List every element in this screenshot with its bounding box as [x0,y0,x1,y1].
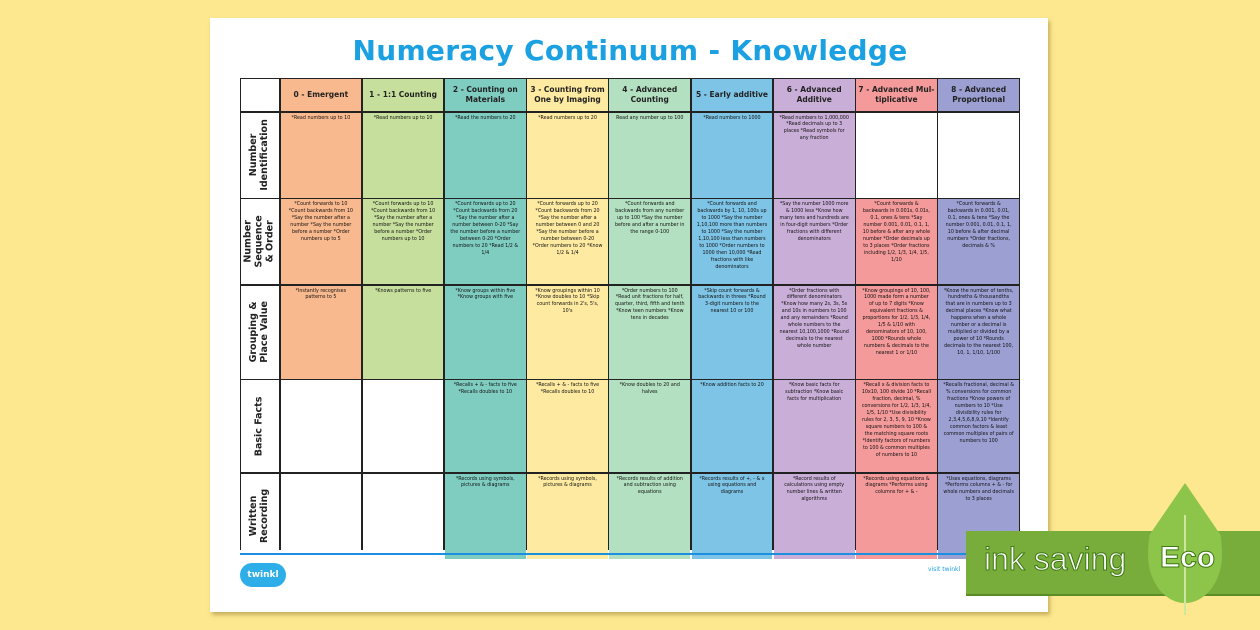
table-cell: *Know groupings of 10, 100, 1000 made form a number of up to 7 digits *Know equivalent fractions & proportions for 1/2, 1/3, 1/4, 1/5 & 1/10 with denominators of 10, 100, 1000 *Rounds whole numbers & decimals to the nearest 1 or 1/10 [856,286,937,379]
stage-header: 5 - Early additive [692,79,773,111]
table-cell: *Know groupings within 10 *Know doubles to 10 *Skip count forwards in 2's, 5's, 10's [527,286,608,379]
visit-link[interactable]: visit twinkl [928,566,961,573]
table-cell: *Read numbers up to 10 [363,113,444,198]
row-label-text: Number Sequence & Order [242,215,276,268]
empty-cell [856,113,937,198]
table-cell: *Record results of calculations using empty number lines & written algorithms [774,474,855,559]
table-cell: *Recalls + & - facts to five *Recalls doubles to 10 [445,380,526,472]
table-cell: *Count forwards and backwards from any number up to 100 *Say the number before and after a number in the range 0-100 [609,199,690,284]
twinkl-logo: twinkl [240,563,286,587]
table-cell: *Records using symbols, pictures & diagrams [445,474,526,559]
table-cell: *Count forwards and backwards by 1, 10, 100s up to 1000 *Say the number 1,10,100 more than numbers to 1000 *Say the number 1,10,100 less than numbers to 1000 *Order numbers to 1000 then 10,000 *Read fractions with like denominators [692,199,773,284]
empty-cell [363,474,444,559]
table-cell: *Know addition facts to 20 [692,380,773,472]
table-cell: Read any number up to 100 [609,113,690,198]
ink-saving-label: ink saving [984,541,1127,577]
table-cell: *Know doubles to 20 and halves [609,380,690,472]
table-cell: *Records results of addition and subtraction using equations [609,474,690,559]
stage-header: 3 - Counting from One by Imaging [527,79,608,111]
continuum-table [240,78,1020,550]
row-label-text: Written Recording [248,488,271,544]
table-cell: *Records using equations & diagrams *Performs using columns for + & - [856,474,937,559]
table-cell: *Records results of +, - & x using equations and diagrams [692,474,773,559]
stage-header: 8 - Advanced Proportional [938,79,1019,111]
table-cell: *Count forwards up to 20 *Count backwards from 20 *Say the number after a number between 0 and 20 *Say the number before a number between 0-20 *Order numbers to 20 *Know 1/2 & 1/4 [527,199,608,284]
row-label [241,286,279,379]
table-cell: *Count forwards up to 10 *Count backwards from 10 *Say the number after a number *Say the number before a number *Order numbers up to 10 [363,199,444,284]
table-cell: *Records using symbols, pictures & diagrams [527,474,608,559]
table-cell: *Read numbers up to 20 [527,113,608,198]
table-cell: *Read numbers to 1000 [692,113,773,198]
footer-rule [240,553,1020,555]
row-label-text: Basic Facts [253,396,265,456]
stage-header: 4 - Advanced Counting [609,79,690,111]
table-cell: *Recall x & division facts to 10x10, 100 divide 10 *Recall fraction, decimal, % conversions for 1/2, 1/3, 1/4, 1/5, 1/10 *Use divisibility rules for 2, 3, 5, 9, 10 *Know square numbers to 100 & the matching square roots *Identify factors of numbers to 100 & common multiples of numbers to 10 [856,380,937,472]
table-cell: *Recalls fractional, decimal & % conversions for common fractions *Know powers of numbers to 10 *Use divisibility rules for 2,3,4,5,6,8,9,10 *Identify common factors & least common multiples of pairs of numbers to 100 [938,380,1019,472]
eco-label: Eco [1160,541,1216,574]
table-cell: *Know groups within five *Know groups with five [445,286,526,379]
stage-header: 1 - 1:1 Counting [363,79,444,111]
table-cell: *Count forwards to 10 *Count backwards from 10 *Say the number after a number *Say the number before a number *Order numbers up to 5 [281,199,362,284]
empty-cell [281,474,362,559]
row-label [241,380,279,472]
row-label-text: Number Identification [248,119,271,191]
empty-cell [938,113,1019,198]
table-cell: *Count forwards up to 20 *Count backwards from 20 *Say the number after a number between 0-20 *Say the number before a number between 0-20 *Order numbers to 20 *Read 1/2 & 1/4 [445,199,526,284]
stage-header: 0 - Emergent [281,79,362,111]
row-label [241,199,279,284]
table-cell: *Order fractions with different denominators *Know how many 2s, 3s, 5s and 10s in numbers to 100 and any remainders *Round whole numbers to the nearest 10,100,1000 *Round decimals to the nearest whole number [774,286,855,379]
stage-header: 6 - Advanced Additive [774,79,855,111]
table-cell: *Uses equations, diagrams *Performs columns + & - for whole numbers and decimals to 3 places [938,474,1019,559]
table-cell: *Count forwards & backwards in 0.001s, 0.01s, 0.1, ones & tens *Say number 0.001, 0.01, 0.1, 1, 10 before & after any whole number *Order decimals up to 3 places *Order fractions including 1/2, 1/3, 1/4, 1/5, 1/10 [856,199,937,284]
table-cell: *Knows patterns to five [363,286,444,379]
table-corner [241,79,279,111]
stage-header: 2 - Counting on Materials [445,79,526,111]
table-cell: *Order numbers to 100 *Read unit fractions for half, quarter, third, fifth and tenth *Know teen numbers *Know tens in decades [609,286,690,379]
row-label-text: Grouping & Place Value [248,301,270,363]
row-label [241,474,279,559]
table-cell: *Read numbers to 1,000,000 *Read decimals up to 3 places *Read symbols for any fraction [774,113,855,198]
page-title: Numeracy Continuum - Knowledge [352,34,908,67]
table-cell: *Skip count forwards & backwards in threes *Round 3-digit numbers to the nearest 10 or 100 [692,286,773,379]
table-cell: *Count forwards & backwards in 0.001, 0.01, 0.1, ones & tens *Say the number 0.001, 0.01, 0.1, 1, 10 before & after decimal numbers *Order fractions, decimals & % [938,199,1019,284]
table-cell: *Know the number of tenths, hundreths & thousandths that are in numbers up to 3 decimal places *Know what happens when a whole number or a decimal is multiplied or divided by a power of 10 *Rounds decimals to the nearest 100, 10, 1, 1/10, 1/100 [938,286,1019,379]
table-cell: *Know basic facts for subtraction *Know basic facts for multiplication [774,380,855,472]
table-cell: *Instantly recognises patterns to 5 [281,286,362,379]
empty-cell [363,380,444,472]
table-cell: *Read numbers up to 10 [281,113,362,198]
table-cell: *Read the numbers to 20 [445,113,526,198]
empty-cell [281,380,362,472]
row-label [241,113,279,198]
table-cell: *Recalls + & - facts to five *Recalls doubles to 10 [527,380,608,472]
stage-header: 7 - Advanced Mul-tiplicative [856,79,937,111]
table-cell: *Say the number 1000 more & 1000 less *Know how many tens and hundreds are in four-digit numbers *Order fractions with different denominators [774,199,855,284]
